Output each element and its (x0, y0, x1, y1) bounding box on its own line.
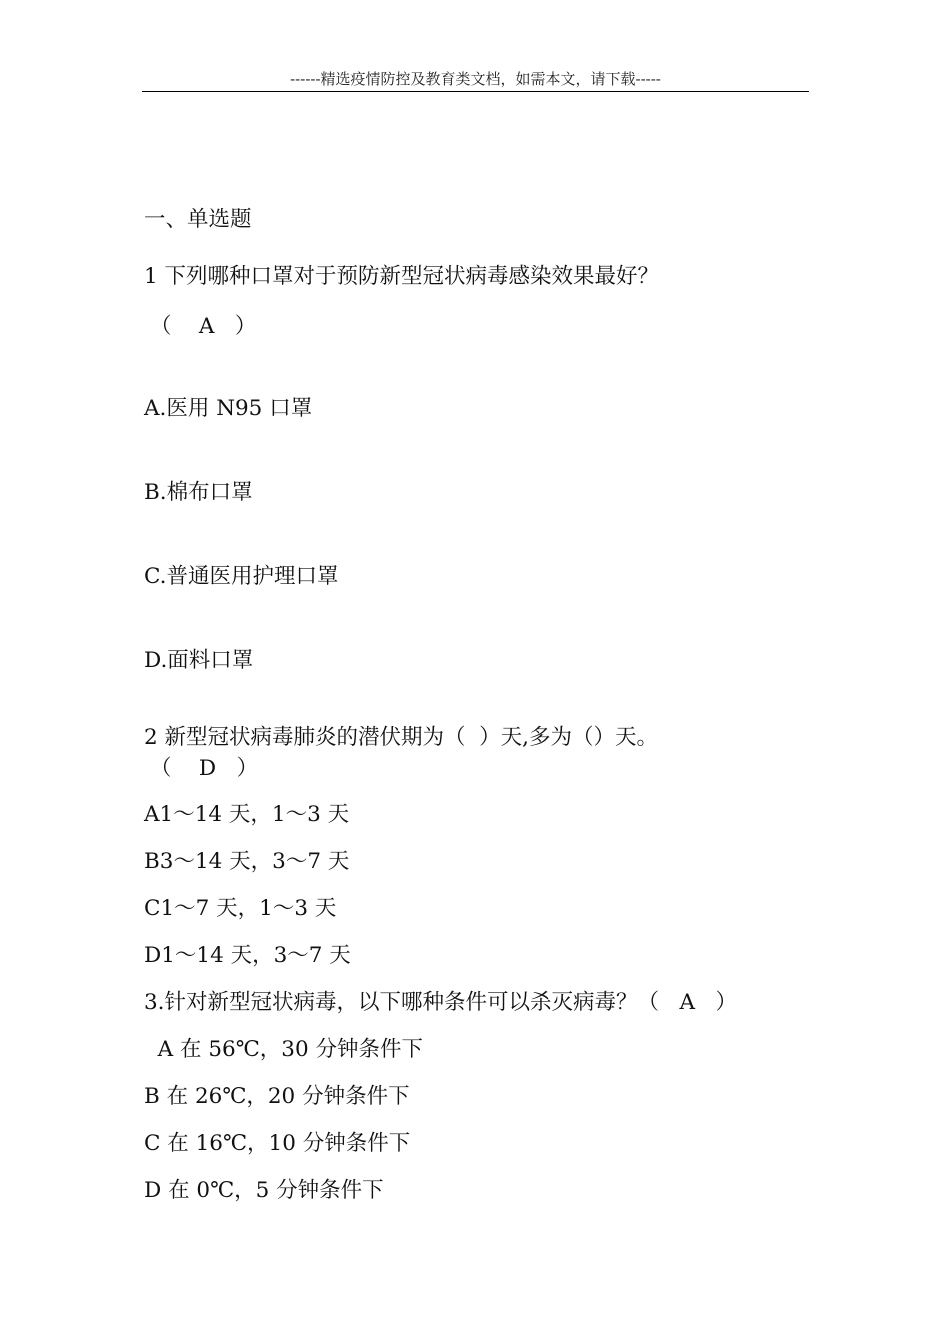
question-3-option-d: D 在 0℃，5 分钟条件下 (144, 1178, 384, 1203)
page-header: ------精选疫情防控及教育类文档，如需本文，请下载----- (290, 70, 661, 88)
question-1-option-d: D.面料口罩 (144, 648, 254, 673)
question-3-option-c: C 在 16℃，10 分钟条件下 (144, 1131, 411, 1156)
question-1-option-b: B.棉布口罩 (144, 480, 253, 505)
question-3-option-b: B 在 26℃，20 分钟条件下 (144, 1084, 410, 1109)
question-2-option-c: C1～7 天，1～3 天 (144, 896, 337, 921)
question-3-stem: 3.针对新型冠状病毒，以下哪种条件可以杀灭病毒？（ A ） (144, 990, 738, 1015)
question-1-option-c: C.普通医用护理口罩 (144, 564, 339, 589)
question-3-option-a: A 在 56℃，30 分钟条件下 (144, 1037, 423, 1062)
question-2-option-b: B3～14 天，3～7 天 (144, 849, 350, 874)
question-1-stem: 1 下列哪种口罩对于预防新型冠状病毒感染效果最好？ (144, 264, 660, 289)
question-1-option-a: A.医用 N95 口罩 (144, 396, 313, 421)
question-1-answer: （ A ） (150, 314, 257, 339)
question-2-answer: （ D ） (150, 756, 259, 781)
question-2-option-d: D1～14 天，3～7 天 (144, 943, 351, 968)
header-divider (142, 91, 809, 92)
question-2-stem: 2 新型冠状病毒肺炎的潜伏期为（ ）天,多为（）天。 (144, 725, 659, 750)
question-2-option-a: A1～14 天，1～3 天 (144, 802, 350, 827)
section-title: 一、单选题 (144, 207, 252, 232)
